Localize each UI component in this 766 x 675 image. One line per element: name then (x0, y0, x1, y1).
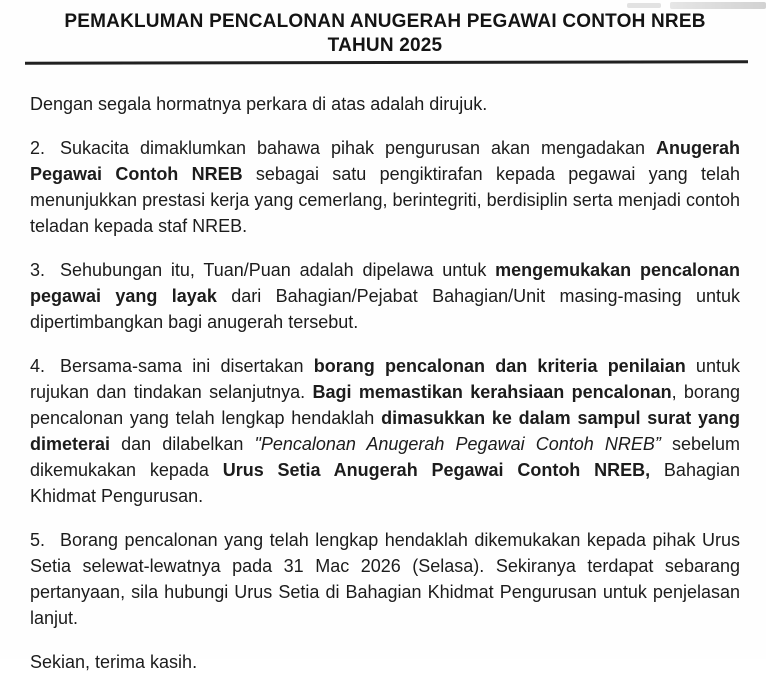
text-segment: Borang pencalonan yang telah lengkap hendaklah dikemukakan kepada pihak Urus Setia selewat-lewatnya pada 31 Mac 2026 (Selasa). Sekiranya terdapat sebarang pertanyaan, sila hubungi Urus Setia di Bahagian Khidmat Pengurusan untuk penjelasan lanjut. (30, 530, 740, 628)
scan-artifact (670, 2, 766, 9)
title-underline-rule (25, 60, 748, 65)
text-segment: , borang pencalonan yang telah lengkap hendaklah (30, 382, 740, 428)
document-title-line2: TAHUN 2025 (327, 35, 443, 56)
numbered-paragraph (30, 527, 740, 631)
paragraph-number: 5. (30, 530, 46, 550)
text-segment: Sekian, terima kasih. (30, 652, 198, 672)
document-header (30, 10, 740, 64)
document-title (30, 10, 740, 58)
text-segment: Sukacita dimaklumkan bahawa pihak pengurusan akan mengadakan (60, 138, 656, 158)
document-body (30, 91, 740, 675)
text-segment: Urus Setia Anugerah Pegawai Contoh NREB, (222, 460, 651, 480)
text-segment: mengemukakan pencalonan pegawai yang layak (30, 260, 740, 306)
numbered-paragraph (30, 135, 740, 239)
document-title-line1: PEMAKLUMAN PENCALONAN ANUGERAH PEGAWAI CONTOH NREB (64, 11, 706, 32)
text-segment: Dengan segala hormatnya perkara di atas adalah dirujuk. (30, 94, 488, 114)
numbered-paragraph (30, 257, 740, 335)
text-segment: dan dilabelkan (110, 434, 255, 454)
paragraph (30, 91, 740, 117)
numbered-paragraph (30, 353, 740, 509)
text-segment: dimasukkan ke dalam sampul surat yang dimeterai (30, 408, 741, 454)
paragraph (30, 649, 740, 675)
text-segment: "Pencalonan Anugerah Pegawai Contoh NREB” (254, 434, 661, 454)
text-segment: Bagi memastikan kerahsiaan pencalonan (312, 382, 672, 402)
text-segment: borang pencalonan dan kriteria penilaian (313, 356, 686, 376)
text-segment: Bahagian Khidmat Pengurusan. (30, 460, 740, 506)
paragraph-number: 4. (30, 356, 46, 376)
scan-artifact (627, 3, 661, 8)
paragraph-number: 3. (30, 260, 46, 280)
text-segment: untuk rujukan dan tindakan selanjutnya. (30, 356, 740, 402)
text-segment: dari Bahagian/Pejabat Bahagian/Unit masing-masing untuk dipertimbangkan bagi anugerah tersebut. (30, 286, 740, 332)
text-segment: Bersama-sama ini disertakan (60, 356, 314, 376)
text-segment: sebagai satu pengiktirafan kepada pegawai yang telah menunjukkan prestasi kerja yang cemerlang, berintegriti, berdisiplin serta menjadi contoh teladan kepada staf NREB. (30, 164, 740, 236)
paragraph-number: 2. (30, 138, 46, 158)
text-segment: Sehubungan itu, Tuan/Puan adalah dipelawa untuk (60, 260, 496, 280)
text-segment: sebelum dikemukakan kepada (30, 434, 740, 480)
text-segment: Anugerah Pegawai Contoh NREB (30, 138, 740, 184)
